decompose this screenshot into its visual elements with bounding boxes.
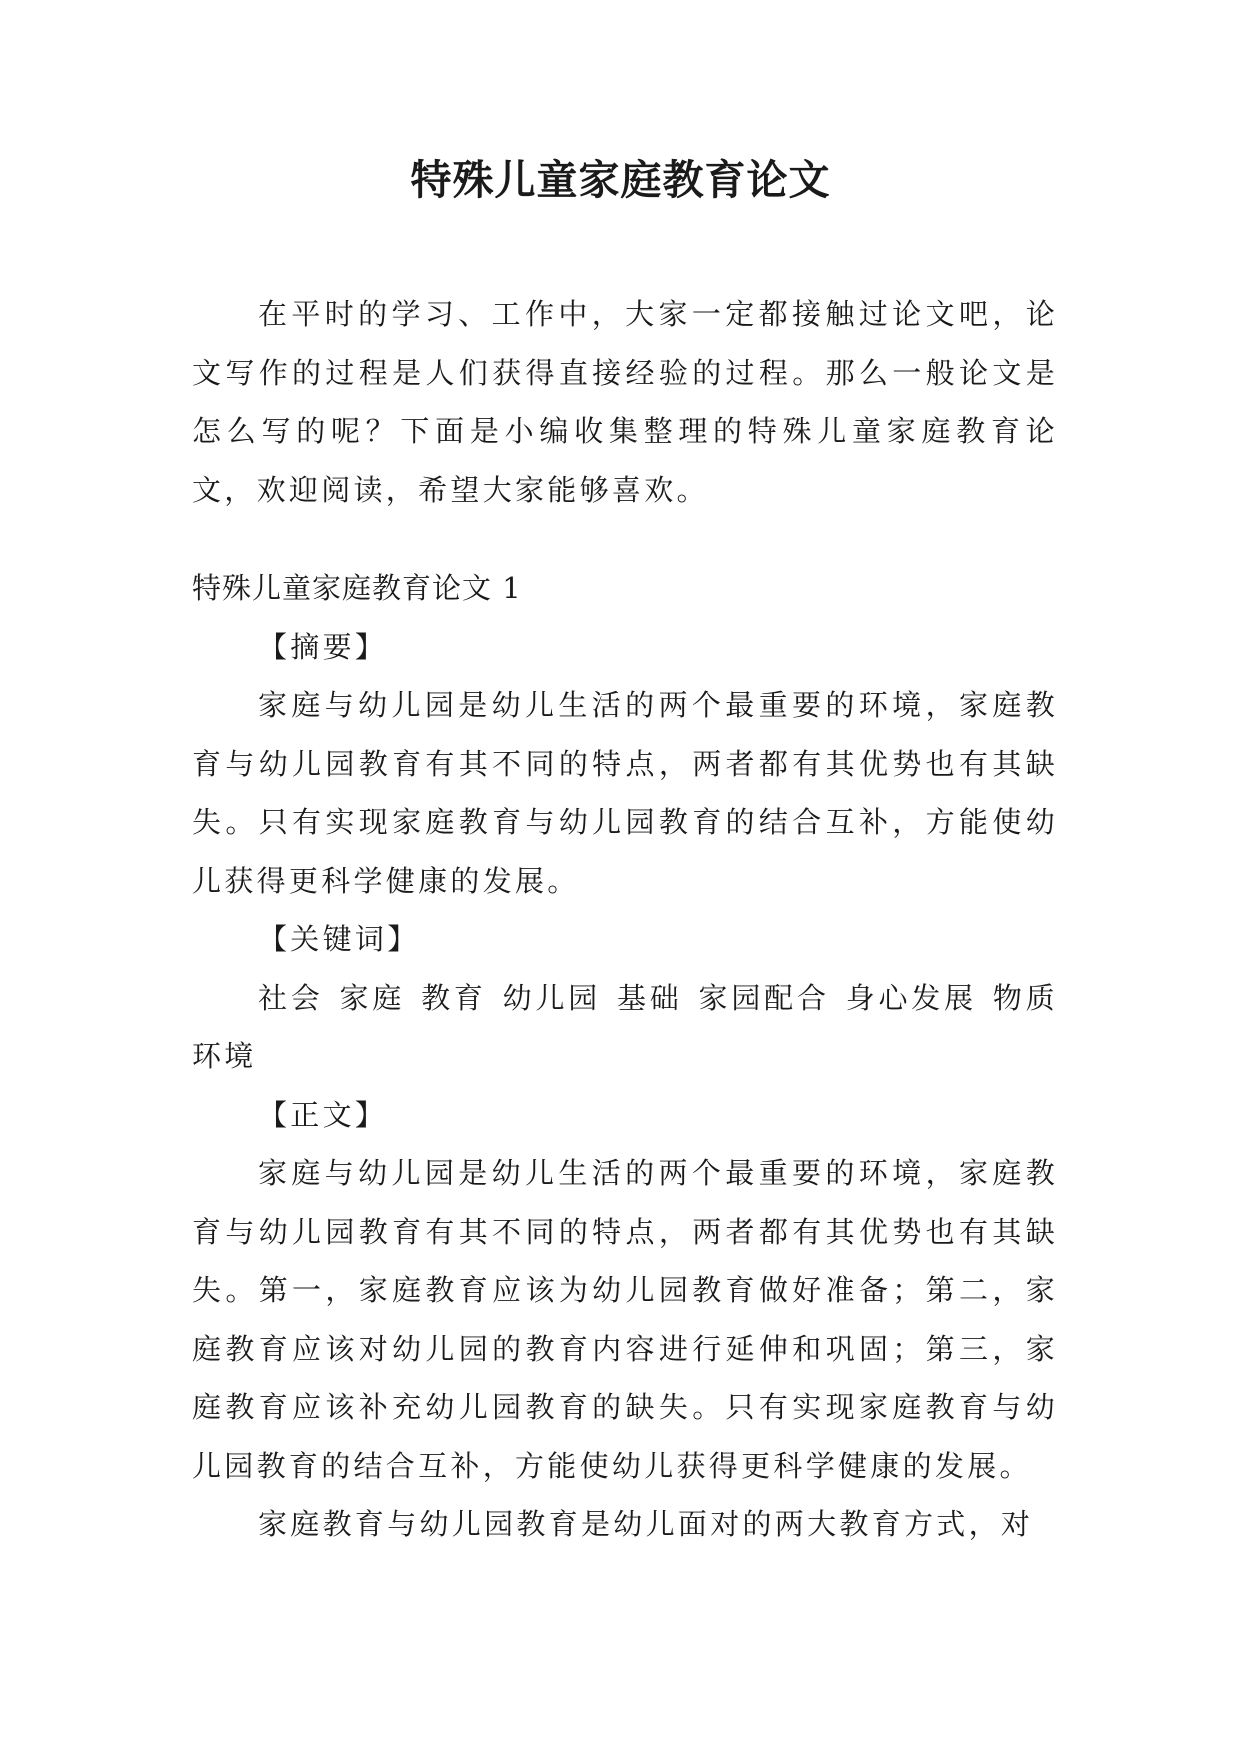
paragraph-gap xyxy=(192,519,1058,559)
document-body xyxy=(192,285,1058,1554)
body-paragraph: 家庭教育与幼儿园教育是幼儿面对的两大教育方式，对 xyxy=(258,1507,1034,1541)
keyword: 家庭 xyxy=(339,980,406,1015)
keyword: 社会 xyxy=(258,980,324,1015)
abstract-label: 【摘要】 xyxy=(258,629,388,664)
keywords-list xyxy=(192,969,1058,1086)
keyword: 教育 xyxy=(421,980,487,1015)
keywords-label: 【关键词】 xyxy=(258,922,420,956)
keyword: 家园配合 xyxy=(698,980,830,1015)
keyword: 物质环境 xyxy=(192,980,1058,1073)
body-label: 【正文】 xyxy=(258,1097,388,1132)
keyword: 身心发展 xyxy=(845,980,977,1015)
body-paragraph: 家庭与幼儿园是幼儿生活的两个最重要的环境，家庭教育与幼儿园教育有其不同的特点，两者都有其优势也有其缺失。第一，家庭教育应该为幼儿园教育做好准备；第二，家庭教育应该对幼儿园的教育内容进行延伸和巩固；第三，家庭教育应该补充幼儿园教育的缺失。只有实现家庭教育与幼儿园教育的结合互补，方能使幼儿获得更科学健康的发展。 xyxy=(192,1156,1058,1483)
abstract-paragraph: 家庭与幼儿园是幼儿生活的两个最重要的环境，家庭教育与幼儿园教育有其不同的特点，两者都有其优势也有其缺失。只有实现家庭教育与幼儿园教育的结合互补，方能使幼儿获得更科学健康的发展。 xyxy=(192,688,1058,898)
keyword: 基础 xyxy=(617,980,683,1015)
article-heading: 特殊儿童家庭教育论文 1 xyxy=(192,571,522,605)
intro-paragraph: 在平时的学习、工作中，大家一定都接触过论文吧，论文写作的过程是人们获得直接经验的过程。那么一般论文是怎么写的呢？下面是小编收集整理的特殊儿童家庭教育论文，欢迎阅读，希望大家能够喜欢。 xyxy=(192,297,1058,507)
keyword: 幼儿园 xyxy=(502,980,602,1015)
document-title: 特殊儿童家庭教育论文 xyxy=(410,156,831,204)
